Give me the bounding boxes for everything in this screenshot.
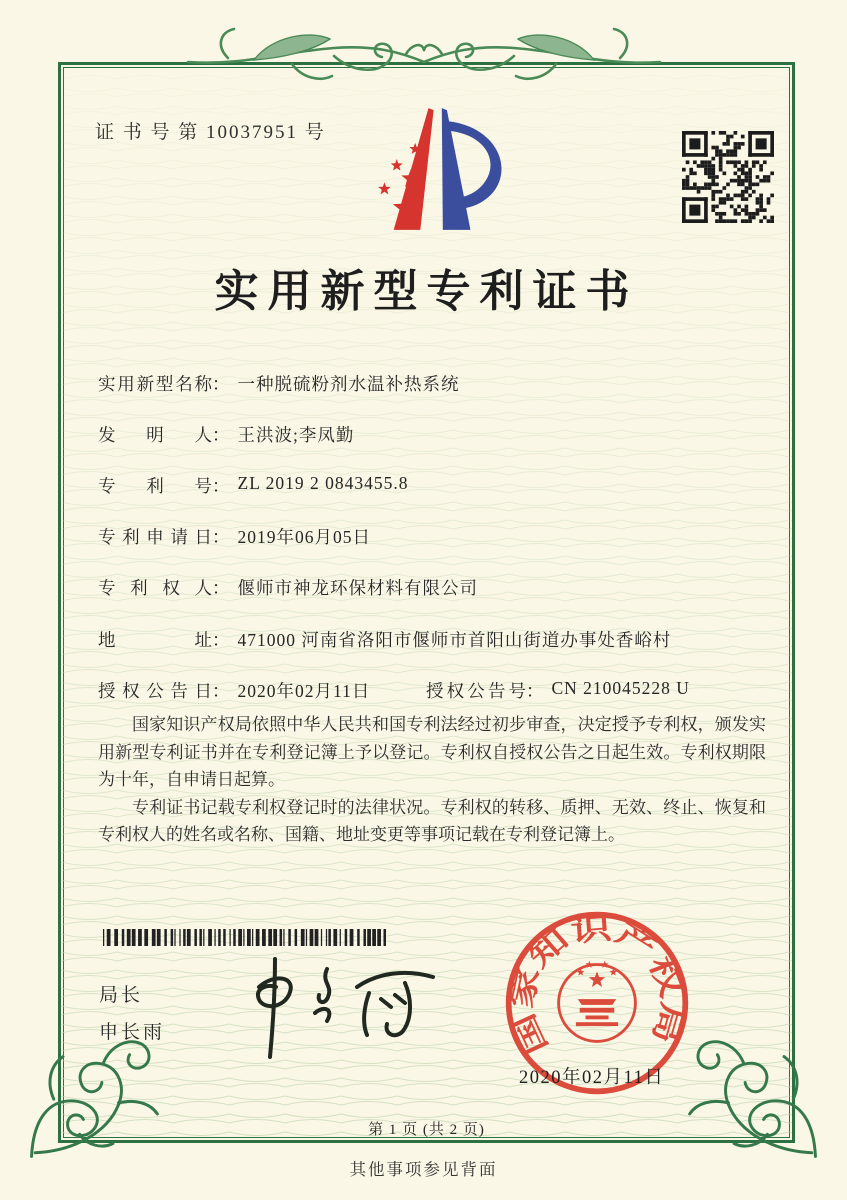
field-label: 专利权人	[98, 578, 212, 598]
field-label: 发明人	[98, 425, 212, 445]
field-value: CN 210045228 U	[551, 678, 690, 698]
field-label: 授权公告号	[426, 681, 526, 701]
field-value: 2020年02月11日	[237, 681, 371, 701]
director-title: 局长	[99, 985, 144, 1006]
legal-paragraph-2: 专利证书记载专利权登记时的法律状况。专利权的转移、质押、无效、终止、恢复和专利权人的姓名或名称、国籍、地址变更等事项记载在专利登记簿上。	[98, 797, 766, 844]
seal-date: 2020年02月11日	[519, 1068, 665, 1088]
legal-text	[98, 711, 766, 849]
field-row-inventors	[98, 422, 354, 446]
field-label: 授权公告日	[98, 681, 212, 701]
field-colon: ：	[212, 476, 230, 496]
field-row-grant-date	[98, 678, 690, 702]
field-label: 实用新型名称	[98, 374, 212, 394]
certificate-title: 实用新型专利证书	[214, 267, 639, 316]
field-value: 王洪波;李凤勤	[237, 425, 355, 445]
field-colon: ：	[212, 681, 230, 701]
field-colon: ：	[526, 681, 544, 701]
field-row-address	[98, 627, 671, 651]
svg-text:国家知识产权局	[505, 912, 688, 1059]
director-name: 申长雨	[99, 1022, 166, 1043]
field-label: 地址	[98, 630, 212, 650]
field-colon: ：	[212, 578, 230, 598]
field-row-filing-date	[98, 524, 371, 548]
page-number: 第 1 页 (共 2 页)	[368, 1122, 485, 1138]
corner-scroll-ornament-icon	[26, 1014, 174, 1162]
field-label: 专利号	[98, 476, 212, 496]
certificate-frame	[58, 62, 795, 1143]
back-note: 其他事项参见背面	[349, 1160, 498, 1179]
seal-text: 国家知识产权局	[505, 913, 689, 1060]
field-value: 偃师市神龙环保材料有限公司	[237, 578, 478, 598]
field-colon: ：	[212, 527, 230, 547]
qr-code-icon	[682, 131, 774, 223]
field-row-patentee	[98, 575, 478, 599]
field-colon: ：	[212, 630, 230, 650]
director-signature-icon	[229, 943, 459, 1063]
field-grant-number	[426, 678, 690, 703]
field-value: 一种脱硫粉剂水温补热系统	[237, 374, 460, 394]
field-row-patent-number	[98, 473, 408, 497]
cnipa-logo-icon	[339, 105, 519, 233]
field-value: 2019年06月05日	[237, 527, 371, 547]
field-value: ZL 2019 2 0843455.8	[237, 473, 409, 493]
top-scroll-ornament-icon	[184, 20, 664, 94]
field-colon: ：	[212, 374, 230, 394]
certificate-number: 证 书 号 第 10037951 号	[95, 122, 326, 143]
legal-paragraph-1: 国家知识产权局依照中华人民共和国专利法经过初步审查，决定授予专利权，颁发实用新型专利证书并在专利登记簿上予以登记。专利权自授权公告之日起生效。专利权期限为十年，自申请日起算。	[98, 715, 766, 789]
field-row-name	[98, 371, 460, 395]
field-label: 专利申请日	[98, 527, 212, 547]
national-emblem-icon	[559, 961, 636, 1042]
field-colon: ：	[212, 425, 230, 445]
field-value: 471000 河南省洛阳市偃师市首阳山街道办事处香峪村	[237, 630, 672, 650]
corner-scroll-ornament-icon	[673, 1014, 821, 1162]
